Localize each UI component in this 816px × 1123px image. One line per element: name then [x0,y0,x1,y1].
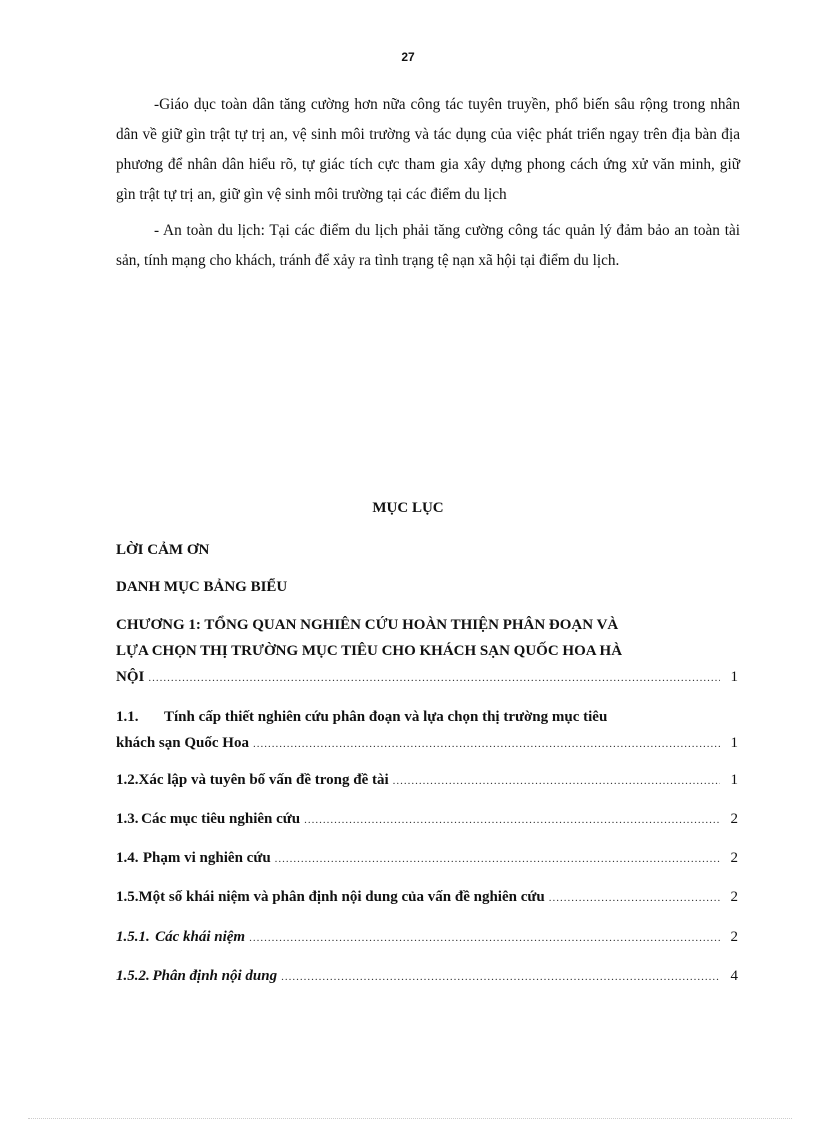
toc-page-number: 2 [730,929,738,945]
toc-entry-label: Xác lập và tuyên bố vấn đề trong đề tài [138,772,389,788]
toc-chapter-1[interactable] [116,612,738,691]
dot-leader [275,853,720,865]
toc-entry-1-5-2[interactable] [116,968,738,985]
toc-entry-label: Một số khái niệm và phân định nội dung của vấn đề nghiên cứu [138,889,545,905]
dot-leader [148,665,720,691]
page-bottom-border [28,1118,792,1119]
toc-page-number: 4 [730,968,738,984]
toc-entry-label: Các khái niệm [155,929,246,945]
toc-entry-label: Phân định nội dung [152,968,278,984]
toc-entry-label-cont: khách sạn Quốc Hoa [116,735,249,751]
toc-entry-1-3[interactable] [116,811,738,828]
toc-entry-number: 1.1. [116,709,139,725]
toc-page-number: 2 [730,889,738,905]
toc-page-number: 2 [730,850,738,866]
toc-page-number: 1 [730,735,738,751]
toc-entry-1-1[interactable] [116,704,738,757]
toc-entry-number: 1.5.2. [116,968,150,984]
toc-chapter-1-line1: CHƯƠNG 1: TỔNG QUAN NGHIÊN CỨU HOÀN THIỆN PHÂN ĐOẠN VÀ [116,617,619,633]
toc-entry-number: 1.2. [116,772,139,788]
toc-chapter-1-line3: NỘI [116,669,145,685]
toc-entry-number: 1.5. [116,889,139,905]
dot-leader [253,731,720,757]
paragraph: - An toàn du lịch: Tại các điểm du lịch phải tăng cường công tác quản lý đảm bảo an toàn tài sản, tính mạng cho khách, tránh để xảy ra tình trạng tệ nạn xã hội tại điểm du lịch. [116,222,740,269]
toc-entry-1-2[interactable] [116,772,738,789]
toc-entry-label: Tính cấp thiết nghiên cứu phân đoạn và lựa chọn thị trường mục tiêu [164,709,608,725]
toc-entry-number: 1.3. [116,811,139,827]
toc-page-number: 1 [730,669,738,685]
toc-entry-1-5-1[interactable] [116,929,738,946]
toc-chapter-1-line2: LỰA CHỌN THỊ TRƯỜNG MỤC TIÊU CHO KHÁCH SẠN QUỐC HOA HÀ [116,643,623,659]
toc-page-number: 1 [730,772,738,788]
dot-leader [549,892,720,904]
toc-entry-label: Các mục tiêu nghiên cứu [141,811,301,827]
toc-entry-1-5[interactable] [116,889,738,906]
paragraph: -Giáo dục toàn dân tăng cường hơn nữa công tác tuyên truyền, phổ biến sâu rộng trong nhân dân về giữ gìn trật tự trị an, vệ sinh môi trường và tác dụng của việc phát triển ngay trên địa bàn địa phương để nhân dân hiểu rõ, tự giác tích cực tham gia xây dựng phong cách ứng xử văn minh, giữ gìn trật tự trị an, giữ gìn vệ sinh môi trường tại các điểm du lịch [116,96,740,203]
body-text [116,90,740,282]
toc-page-number: 2 [730,811,738,827]
dot-leader [249,932,720,944]
toc-danh-muc-bang-bieu[interactable]: DANH MỤC BẢNG BIỂU [116,579,288,595]
toc-title: MỤC LỤC [372,500,444,516]
toc-entry-label: Phạm vi nghiên cứu [142,850,271,866]
dot-leader [393,775,720,787]
page-number: 27 [401,50,415,64]
toc-entry-number: 1.4. [116,850,139,866]
dot-leader [281,971,720,983]
toc-entry-1-4[interactable] [116,850,738,867]
toc-loi-cam-on[interactable]: LỜI CẢM ƠN [116,542,210,558]
toc-entry-number: 1.5.1. [116,929,150,945]
dot-leader [304,814,720,826]
